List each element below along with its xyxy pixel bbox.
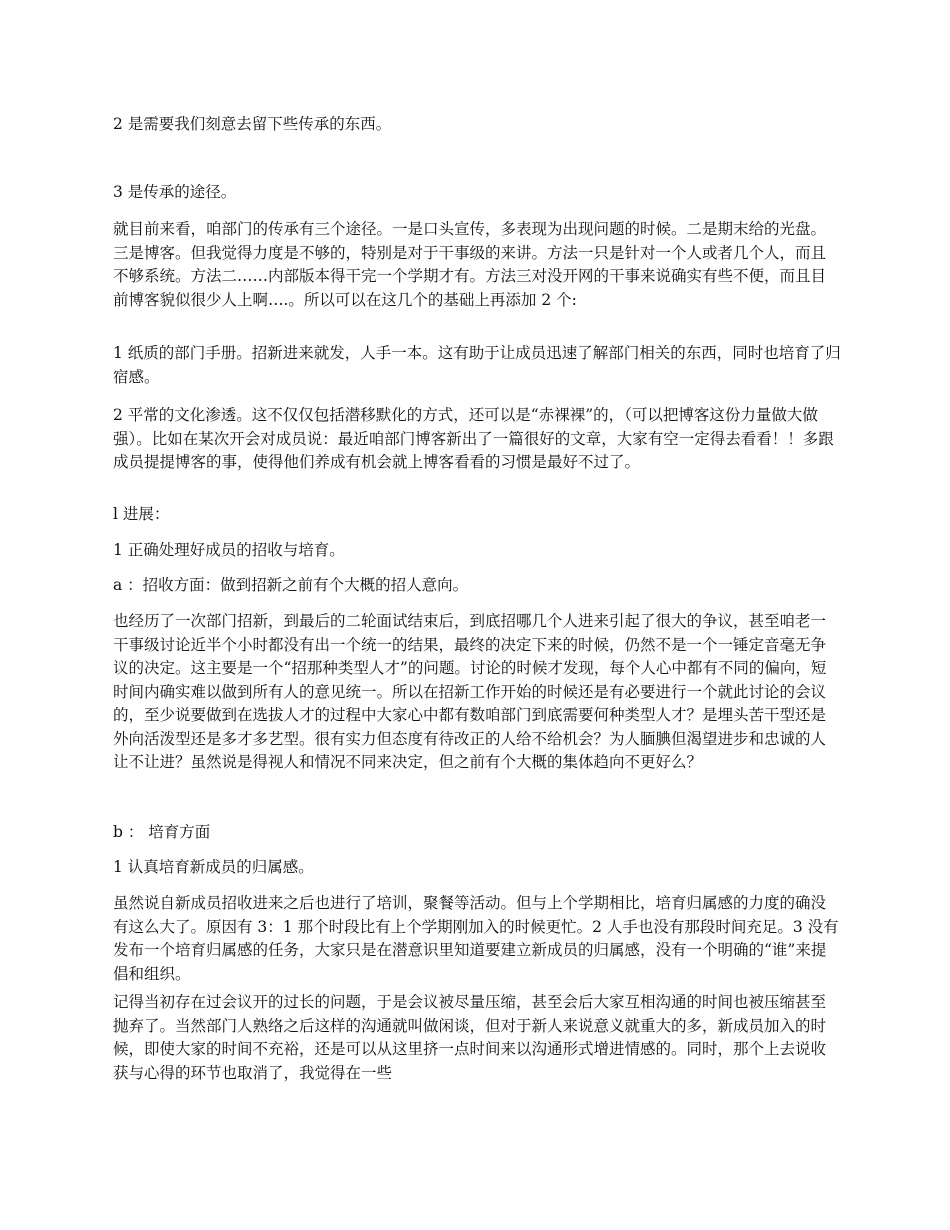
paragraph-recruit-discussion: 也经历了一次部门招新，到最后的二轮面试结束后，到底招哪几个人进来引起了很大的争议，甚至咱老一干事级讨论近半个小时都没有出一个统一的结果，最终的决定下来的时候，仍然不是一个一锤定音毫无争议的决定。这主要是一个“招那种类型人才”的问题。讨论的时候才发现，每个人心中都有不同的偏向，短时间内确实难以做到所有人的意见统一。所以在招新工作开始的时候还是有必要进行一个就此讨论的会议的，至少说要做到在选拔人才的过程中大家心中都有数咱部门到底需要何种类型人才？是埋头苦干型还是外向活泼型还是多才多艺型。很有实力但态度有待改正的人给不给机会？为人腼腆但渴望进步和忠诚的人让不让进？虽然说是得视人和情况不同来决定，但之前有个大概的集体趋向不更好么？ [113,612,827,771]
paragraph-meetings: 记得当初存在过会议开的过长的问题，于是会议被尽量压缩，甚至会后大家互相沟通的时间也被压缩甚至抛弃了。当然部门人熟络之后这样的沟通就叫做闲谈，但对于新人来说意义就重大的多，新成员加入的时候，即使大家的时间不充裕，还是可以从这里挤一点时间来以沟通形式增进情感的。同时，那个上去说收获与心得的环节也取消了，我觉得在一些 [113,993,827,1082]
paragraph-point-2: 2 是需要我们刻意去留下些传承的东西。 [113,115,392,133]
section-heading-progress: l 进展： [113,505,170,523]
paragraph-belonging-heading: 1 认真培育新成员的归属感。 [113,858,314,876]
paragraph-culture: 2 平常的文化渗透。这不仅仅包括潜移默化的方式，还可以是“赤裸裸”的，（可以把博客这份力量做大做强）。比如在某次开会对成员说：最近咱部门博客新出了一篇很好的文章，大家有空一定得去看看！！多跟成员提提博客的事，使得他们养成有机会就上博客看看的习惯是最好不过了。 [113,406,834,471]
paragraph-recruit-train: 1 正确处理好成员的招收与培育。 [113,541,345,559]
paragraph-recruit-heading: a ：招收方面：做到招新之前有个大概的招人意向。 [113,576,469,594]
paragraph-handbook: 1 纸质的部门手册。招新进来就发，人手一本。这有助于让成员迅速了解部门相关的东西，同时也培育了归宿感。 [113,344,841,386]
paragraph-point-3-heading: 3 是传承的途径。 [113,183,237,201]
paragraph-belonging: 虽然说自新成员招收进来之后也进行了培训，聚餐等活动。但与上个学期相比，培育归属感的力度的确没有这么大了。原因有 3：1 那个时段比有上个学期刚加入的时候更忙。2 人手也没有那段时间充足。3 没有发布一个培育归属感的任务，大家只是在潜意识里知道要建立新成员的归属感，没有一个明确的“谁”来提倡和组织。 [113,894,839,983]
paragraph-inheritance-paths: 就目前来看，咱部门的传承有三个途径。一是口头宣传，多表现为出现问题的时候。二是期末给的光盘。三是博客。但我觉得力度是不够的，特别是对于干事级的来讲。方法一只是针对一个人或者几个人，而且不够系统。方法二……内部版本得干完一个学期才有。方法三对没开网的干事来说确实有些不便，而且目前博客貌似很少人上啊….。所以可以在这几个的基础上再添加 2 个: [113,220,827,309]
paragraph-train-heading: b ： 培育方面 [113,823,211,841]
